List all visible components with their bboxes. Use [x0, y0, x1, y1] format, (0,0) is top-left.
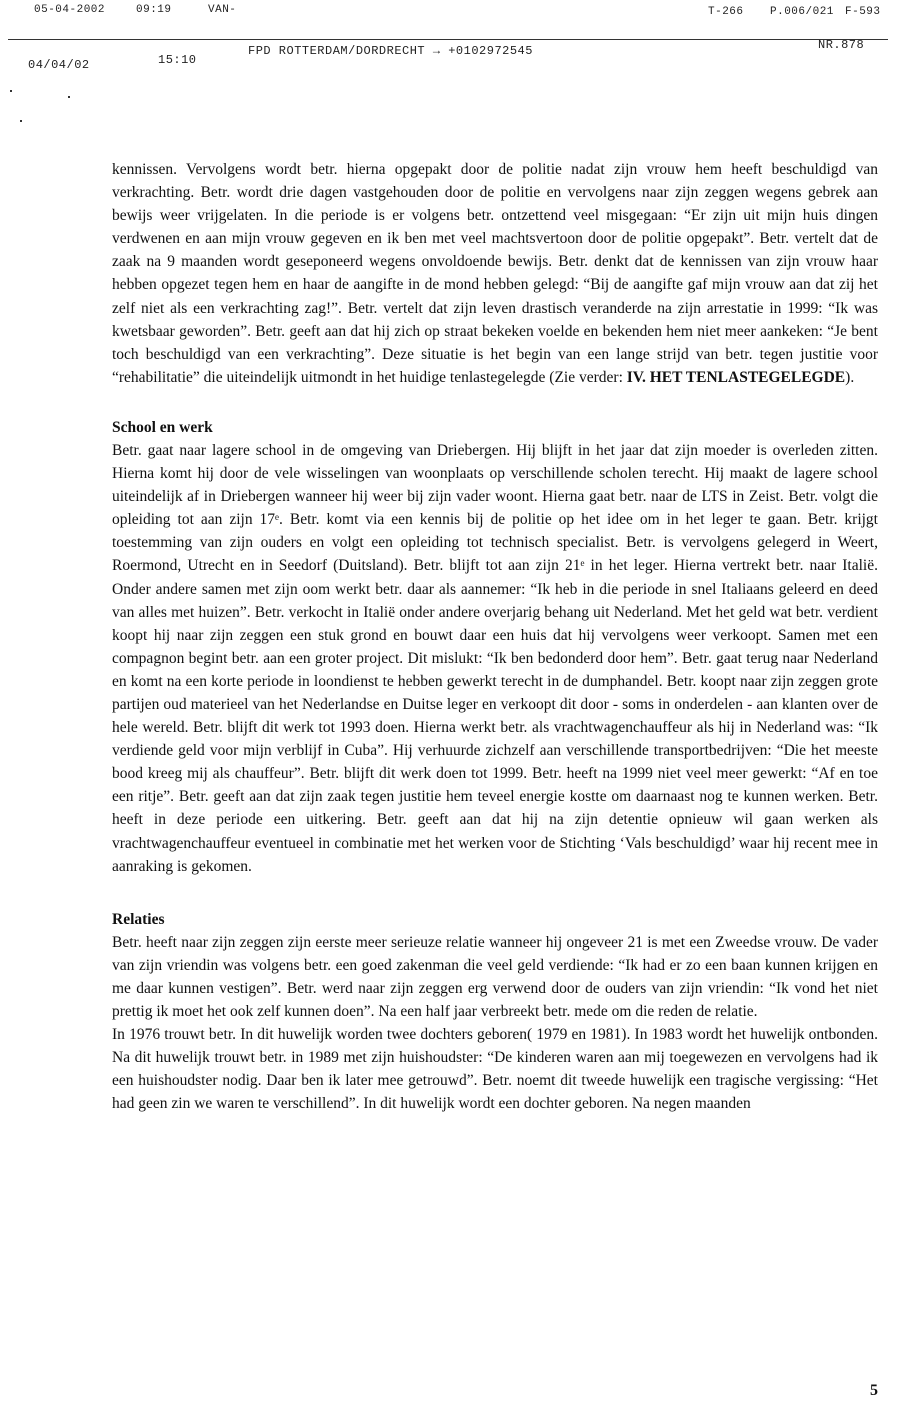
report-body — [112, 158, 878, 1115]
scan-speck — [10, 90, 12, 92]
fax-date: 05-04-2002 — [34, 4, 106, 16]
fax-f-code: F-593 — [845, 6, 881, 18]
school-paragraph: Betr. gaat naar lagere school in de omgeving van Driebergen. Hij blijft in het jaar dat zijn moeder is overleden zitten. Hierna komt hij door de vele wisselingen van woonplaats op verschillende scholen terecht. Hij maakt de lagere school uiteindelijk af in Driebergen wanneer hij weer bij zijn vader woont. Hierna gaat betr. naar de LTS in Zeist. Betr. volgt die opleiding tot aan zijn 17ᵉ. Betr. komt via een kennis bij de politie op het idee om in het leger te gaan. Betr. krijgt toestemming van zijn ouders en volgt een opleiding tot technisch specialist. Betr. is vervolgens gelegerd in Weert, Roermond, Utrecht en in Seedorf (Duitsland). Betr. blijft tot aan zijn 21ᵉ in het leger. Hierna vertrekt betr. naar Italië. Onder andere samen met zijn oom werkt betr. daar als aannemer: “Ik heb in die periode in snel Italiaans geleerd en deed van alles met huizen”. Betr. verkocht in Italië onder andere overjarig behang uit Nederland. Met het geld wat betr. verdient koopt hij naar zijn zeggen een stuk grond en bouwt daar een huis dat hij vervolgens weer verkoopt. Samen met een compagnon begint betr. aan een groter project. Dit mislukt: “Ik ben bedonderd door hem”. Betr. gaat terug naar Nederland en komt na een korte periode in loondienst te hebben gewerkt terecht in de dumphandel. Betr. koopt naar zijn zeggen grote partijen oud materieel van het Nederlandse en Duitse leger en verkoopt dit door - soms in onderdelen - aan klanten over de hele wereld. Betr. blijft dit werk tot 1993 doen. Hierna werkt betr. als vrachtwagenchauffeur als hij in Nederland was: “Ik verdiende geld voor mijn verblijf in Cuba”. Hij verhuurde zichzelf aan verschillende transportbedrijven: “Die het meeste bood kreeg mij als chauffeur”. Betr. blijft dit werk doen tot 1999. Betr. heeft na 1999 niet veel meer gewerkt: “Af en toe een ritje”. Betr. geeft aan dat zijn zaak tegen justitie hem teveel energie kostte om daarnaast nog te kunnen werken. Betr. heeft in deze periode een uitkering. Betr. geeft aan dat hij na zijn detentie opnieuw wil gaan werken als vrachtwagenchauffeur eventueel in combinatie met het werken voor de Stichting ‘Vals beschuldigd’ waar hij recent mee in aanraking is gekomen. — [112, 441, 878, 875]
fax-code: T-266 — [708, 6, 744, 18]
header-rule — [8, 39, 888, 40]
fax-sender: FPD ROTTERDAM/DORDRECHT → +0102972545 — [248, 44, 533, 58]
intro-reference: IV. HET TENLASTEGELEGDE — [626, 368, 846, 386]
fax-date-2: 04/04/02 — [28, 58, 90, 72]
fax-nr: NR.878 — [818, 38, 865, 52]
school-heading: School en werk — [112, 418, 213, 436]
relaties-heading: Relaties — [112, 910, 165, 928]
intro-reference-end: ). — [845, 368, 855, 386]
fax-time: 09:19 — [136, 4, 172, 16]
fax-page: P.006/021 — [770, 6, 834, 18]
scan-speck — [20, 120, 22, 122]
intro-text: kennissen. Vervolgens wordt betr. hierna opgepakt door de politie nadat zijn vrouw hem heeft beschuldigd van verkrachting. Betr. wordt drie dagen vastgehouden door de politie en vervolgens naar zijn zeggen wegens gebrek aan bewijs weer vrijgelaten. In die periode is er volgens betr. ontzettend veel misgegaan: “Er zijn uit mijn huis dingen verdwenen en aan mijn vrouw gegeven en ik ben met veel machtsvertoon door de politie opgepakt”. Betr. vertelt dat de zaak na 9 maanden wordt geseponeerd wegens onvoldoende bewijs. Betr. denkt dat de kennissen van zijn vrouw haar hebben opgezet tegen hem en haar de aangifte in de mond hebben gelegd: “Bij de aangifte gaf mijn vrouw aan dat zij het zelf niet als een verkrachting zag!”. Betr. vertelt dat zijn leven drastisch veranderde na zijn arrestatie in 1999: “Ik was kwetsbaar geworden”. Betr. geeft aan dat hij zich op straat bekeken voelde en bekenden hem niet meer aankeken: “Je bent toch beschuldigd van een verkrachting”. Deze situatie is het begin van een lange strijd van betr. tegen justitie voor “rehabilitatie” die uiteindelijk uitmondt in het huidige tenlastegelegde (Zie verder: — [112, 161, 878, 386]
relaties-paragraph-1: Betr. heeft naar zijn zeggen zijn eerste meer serieuze relatie wanneer hij ongeveer 21 is met een Zweedse vrouw. De vader van zijn vriendin was volgens betr. een goed zakenman die veel geld verdiende: “Ik had er zo een baan kunnen krijgen en me daar kunnen vestigen”. Betr. werd naar zijn zeggen erg verwend door de ouders van zijn vriendin: “Ik vond het niet prettig ik moet het ook zelf kunnen doen”. Na een half jaar verbreekt betr. mede om die reden de relatie. — [112, 933, 878, 1020]
intro-paragraph — [112, 158, 878, 389]
scan-speck — [68, 96, 70, 98]
fax-from: VAN- — [208, 4, 237, 16]
page-number: 5 — [870, 1382, 878, 1399]
relaties-paragraph-2: In 1976 trouwt betr. In dit huwelijk worden twee dochters geboren( 1979 en 1981). In 1983 wordt het huwelijk ontbonden. Na dit huwelijk trouwt betr. in 1989 met zijn huishoudster: “De kinderen waren aan mij toegewezen en vervolgens had ik een huishoudster nodig. Daar ben ik later mee getrouwd”. Betr. noemt dit tweede huwelijk een tragische vergissing: “Het had geen zin we waren te verschillend”. In dit huwelijk wordt een dochter geboren. Na negen maanden — [112, 1026, 878, 1113]
fax-time-2: 15:10 — [158, 53, 197, 67]
